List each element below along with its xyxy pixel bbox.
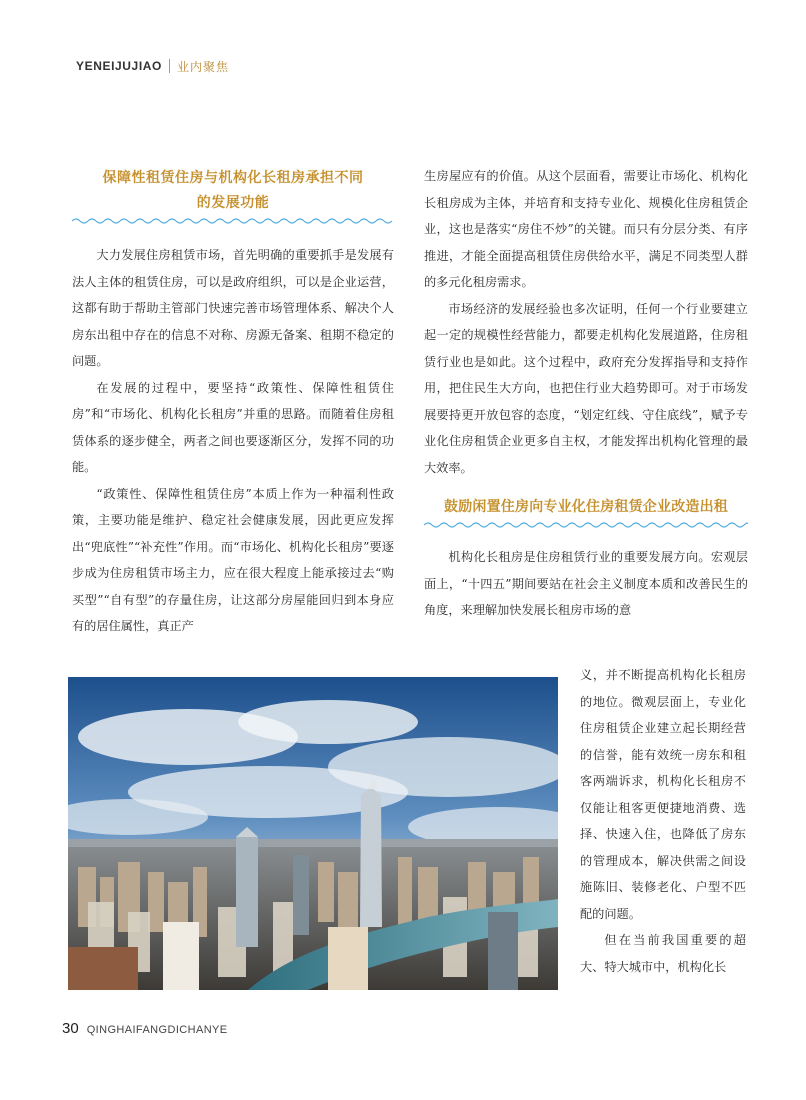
body-paragraph: “政策性、保障性租赁住房”本质上作为一种福利性政策，主要功能是维护、稳定社会健康发展，因此更应发挥出“兜底性”“补充性”作用。而“市场化、机构化长租房”要逐步成为住房租赁市场主力，应在很大程度上能承接过去“购买型”“自有型”的存量住房，让这部分房屋能回归到本身应有的居住属性，真正产 <box>72 486 394 633</box>
wave-divider-1 <box>72 216 394 226</box>
page-number: 30 <box>62 1020 79 1037</box>
running-header <box>76 55 229 77</box>
right-column <box>424 163 748 624</box>
wrapped-text-column <box>580 662 746 980</box>
header-divider <box>169 59 170 73</box>
body-paragraph: 但在当前我国重要的超大、特大城市中，机构化长 <box>580 933 746 974</box>
body-paragraph: 大力发展住房租赁市场，首先明确的重要抓手是发展有法人主体的租赁住房，可以是政府组织，可以是企业运营，这都有助于帮助主管部门快速完善市场管理体系、解决个人房东出租中存在的信息不对称、房源无备案、租期不稳定的问题。 <box>72 248 394 368</box>
magazine-name: QINGHAIFANGDICHANYE <box>86 1024 228 1036</box>
wave-divider-2 <box>424 520 748 530</box>
page-footer <box>62 1020 228 1037</box>
section-title-1-line2: 的发展功能 <box>196 195 270 211</box>
body-paragraph: 市场经济的发展经验也多次证明，任何一个行业要建立起一定的规模性经营能力，都要走机构化发展道路，住房租赁行业也是如此。这个过程中，政府充分发挥指导和支持作用，把住民生大方向，也把住行业大趋势即可。对于市场发展要持更开放包容的态度，“划定红线、守住底线”，赋予专业化住房租赁企业更多自主权，才能发挥出机构化管理的最大效率。 <box>424 301 748 475</box>
body-paragraph: 义，并不断提高机构化长租房的地位。微观层面上，专业化住房租赁企业建立起长期经营的信誉，能有效统一房东和租客两端诉求，机构化长租房不仅能让租客更便捷地消费、选择、快速入住，也降低了房东的管理成本，解决供需之间设施陈旧、装修老化、户型不匹配的问题。 <box>580 668 746 921</box>
header-english: YENEIJUJIAO <box>76 59 162 73</box>
city-skyline-photo <box>68 677 558 990</box>
section-title-2: 鼓励闲置住房向专业化住房租赁企业改造出租 <box>444 499 728 515</box>
body-paragraph: 生房屋应有的价值。从这个层面看，需要让市场化、机构化长租房成为主体，并培育和支持专业化、规模化住房租赁企业，这也是落实“房住不炒”的关键。而只有分层分类、有序推进，才能全面提高租赁住房供给水平，满足不同类型人群的多元化租房需求。 <box>424 169 748 289</box>
section-title-1-line1: 保障性租赁住房与机构化长租房承担不同 <box>102 170 364 186</box>
header-section-name: 业内聚焦 <box>176 59 229 74</box>
left-column <box>72 166 394 640</box>
body-paragraph: 在发展的过程中，要坚持“政策性、保障性租赁住房”和“市场化、机构化长租房”并重的思路。而随着住房租赁体系的逐步健全，两者之间也要逐渐区分，发挥不同的功能。 <box>72 380 394 474</box>
body-paragraph: 机构化长租房是住房租赁行业的重要发展方向。宏观层面上，“十四五”期间要站在社会主义制度本质和改善民生的角度，来理解加快发展长租房市场的意 <box>424 550 748 617</box>
section-title-1 <box>72 166 394 216</box>
